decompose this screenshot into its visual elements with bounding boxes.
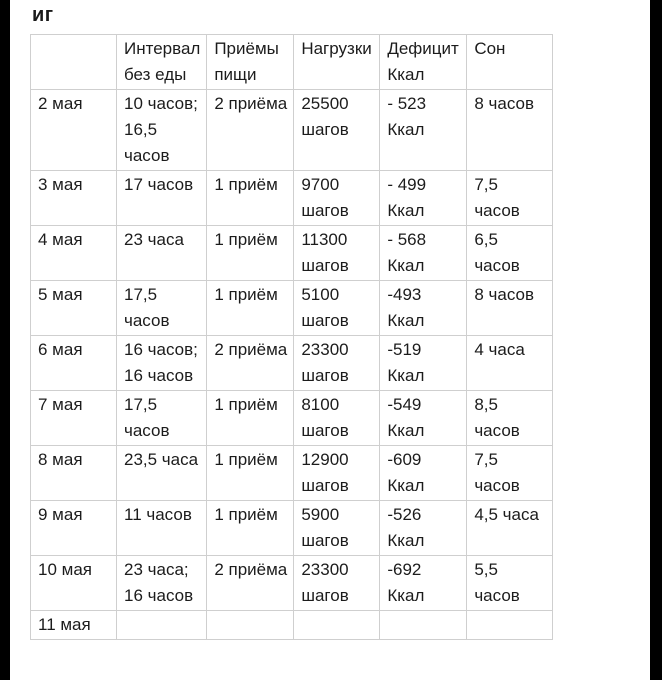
cell-meals: 1 приём xyxy=(207,501,294,556)
cell-deficit: - 499 Ккал xyxy=(380,171,467,226)
header-date xyxy=(31,35,117,90)
cell-interval: 10 часов; 16,5 часов xyxy=(117,90,207,171)
table-row xyxy=(31,226,553,281)
cell-deficit: -493 Ккал xyxy=(380,281,467,336)
cell-load xyxy=(294,611,380,640)
cell-sleep: 8,5 часов xyxy=(467,391,553,446)
cell-date: 5 мая xyxy=(31,281,117,336)
header-deficit: Дефицит Ккал xyxy=(380,35,467,90)
cell-sleep: 4 часа xyxy=(467,336,553,391)
cell-load: 23300 шагов xyxy=(294,336,380,391)
cell-load: 8100 шагов xyxy=(294,391,380,446)
cell-load: 12900 шагов xyxy=(294,446,380,501)
cell-deficit xyxy=(380,611,467,640)
cell-interval xyxy=(117,611,207,640)
cell-meals: 2 приёма xyxy=(207,336,294,391)
cell-interval: 17,5 часов xyxy=(117,391,207,446)
cell-sleep: 7,5 часов xyxy=(467,171,553,226)
cell-sleep: 6,5 часов xyxy=(467,226,553,281)
table-row xyxy=(31,501,553,556)
cell-date: 10 мая xyxy=(31,556,117,611)
table-header-row xyxy=(31,35,553,90)
cell-interval: 16 часов; 16 часов xyxy=(117,336,207,391)
cell-sleep: 7,5 часов xyxy=(467,446,553,501)
table-row xyxy=(31,611,553,640)
cell-date: 11 мая xyxy=(31,611,117,640)
cell-deficit: -692 Ккал xyxy=(380,556,467,611)
table-row xyxy=(31,556,553,611)
table-row xyxy=(31,446,553,501)
header-load: Нагрузки xyxy=(294,35,380,90)
cell-date: 4 мая xyxy=(31,226,117,281)
cell-deficit: -526 Ккал xyxy=(380,501,467,556)
cell-deficit: - 568 Ккал xyxy=(380,226,467,281)
cell-load: 5900 шагов xyxy=(294,501,380,556)
table-row xyxy=(31,391,553,446)
cell-deficit: -549 Ккал xyxy=(380,391,467,446)
cell-load: 5100 шагов xyxy=(294,281,380,336)
table-row xyxy=(31,336,553,391)
cell-meals: 1 приём xyxy=(207,281,294,336)
cell-meals: 1 приём xyxy=(207,171,294,226)
cell-sleep: 8 часов xyxy=(467,90,553,171)
header-interval: Интервал без еды xyxy=(117,35,207,90)
cell-date: 2 мая xyxy=(31,90,117,171)
cell-date: 7 мая xyxy=(31,391,117,446)
table-row xyxy=(31,281,553,336)
cell-deficit: -519 Ккал xyxy=(380,336,467,391)
cell-deficit: - 523 Ккал xyxy=(380,90,467,171)
header-sleep: Сон xyxy=(467,35,553,90)
cell-meals: 2 приёма xyxy=(207,90,294,171)
cell-load: 11300 шагов xyxy=(294,226,380,281)
cell-meals: 1 приём xyxy=(207,391,294,446)
cell-load: 9700 шагов xyxy=(294,171,380,226)
cell-load: 25500 шагов xyxy=(294,90,380,171)
header-meals: Приёмы пищи xyxy=(207,35,294,90)
cell-date: 8 мая xyxy=(31,446,117,501)
cell-sleep: 5,5 часов xyxy=(467,556,553,611)
cell-date: 3 мая xyxy=(31,171,117,226)
cell-date: 9 мая xyxy=(31,501,117,556)
cell-interval: 17,5 часов xyxy=(117,281,207,336)
document-page xyxy=(10,0,650,680)
cell-load: 23300 шагов xyxy=(294,556,380,611)
cell-sleep: 4,5 часа xyxy=(467,501,553,556)
cell-interval: 11 часов xyxy=(117,501,207,556)
table-row xyxy=(31,171,553,226)
cell-meals: 1 приём xyxy=(207,226,294,281)
cell-meals xyxy=(207,611,294,640)
cell-interval: 23,5 часа xyxy=(117,446,207,501)
cell-sleep xyxy=(467,611,553,640)
table-row xyxy=(31,90,553,171)
cell-interval: 23 часа; 16 часов xyxy=(117,556,207,611)
fasting-log-table xyxy=(30,34,553,640)
page-heading: иг xyxy=(32,4,54,26)
cell-meals: 1 приём xyxy=(207,446,294,501)
cell-interval: 17 часов xyxy=(117,171,207,226)
cell-date: 6 мая xyxy=(31,336,117,391)
cell-deficit: -609 Ккал xyxy=(380,446,467,501)
cell-meals: 2 приёма xyxy=(207,556,294,611)
cell-interval: 23 часа xyxy=(117,226,207,281)
cell-sleep: 8 часов xyxy=(467,281,553,336)
